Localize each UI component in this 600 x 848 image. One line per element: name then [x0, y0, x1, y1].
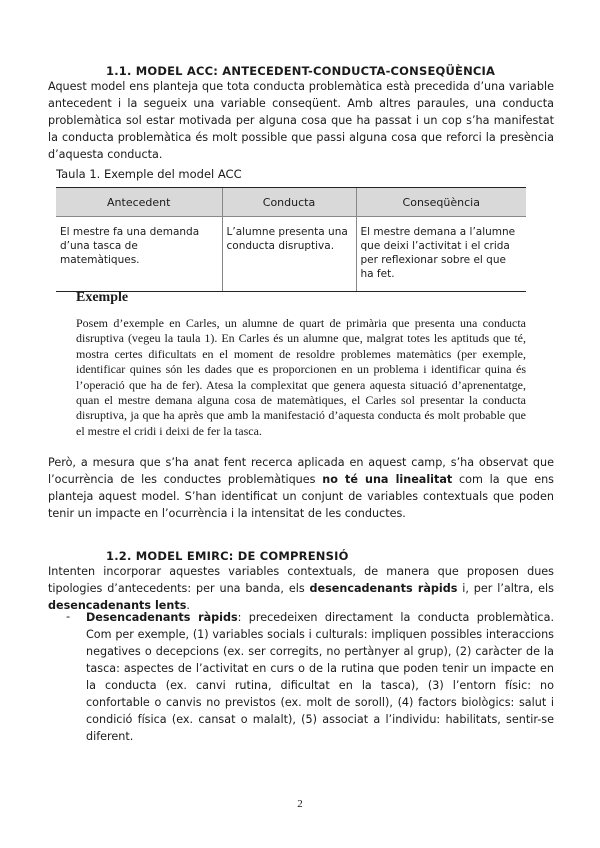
intro-paragraph: Aquest model ens planteja que tota conducta problemàtica està precedida d’una variable antecedent i la segueix una variable conseqüent. Amb altres paraules, una conducta problemàtica sol estar motivada per alguna cosa que ha passat i un cop s’ha manifestat la conducta problemàtica és molt possible que passi alguna cosa que reforci la presència d’aquesta conducta. — [48, 80, 554, 161]
section-heading-emirc: 1.2. MODEL EMIRC: DE COMPRENSIÓ — [106, 549, 349, 563]
text-segment: . — [186, 599, 190, 612]
emirc-intro-paragraph — [48, 563, 554, 614]
example-title: Exemple — [76, 290, 129, 305]
text-segment: i, per l’altra, els — [457, 582, 554, 595]
linearity-paragraph — [48, 454, 554, 522]
cell-antecedent: El mestre fa una demanda d’una tasca de matemàtiques. — [56, 217, 222, 292]
example-body: Posem d’exemple en Carles, un alumne de quart de primària que presenta una conducta disruptiva (vegeu la taula 1). En Carles és un alumne que, malgrat totes les aptituds que té, mostra certes dificultats en el moment de resoldre problemes matemàtics (per exemple, identificar quines són les dades que es proporcionen en un problema i identificar quina és l’operació que ha de fer). Atesa la complexitat que genera aquesta situació d’aprenentatge, quan el mestre demana alguna cosa de matemàtiques, el Carles sol presentar la conducta disruptiva, ja que ha après que amb la manifestació d’aquesta conducta és molt probable que el mestre el cridi i deixi de fer la tasca. — [76, 316, 526, 438]
column-header-antecedent: Antecedent — [56, 188, 222, 217]
acc-table-wrapper — [56, 187, 526, 292]
page-number: 2 — [297, 798, 303, 810]
text-segment: com la que ens planteja aquest model. S’han identificat un conjunt de variables contextuals que poden tenir un impacte en l’ocurrència i la intensitat de les conductes. — [48, 473, 555, 520]
bold-term-rapids: desencadenants ràpids — [309, 582, 458, 595]
cell-consequencia: El mestre demana a l’alumne que deixi l’activitat i el crida per reflexionar sobre el que ha fet. — [356, 217, 526, 292]
column-header-conducta: Conducta — [222, 188, 356, 217]
column-header-consequencia: Conseqüència — [356, 188, 526, 217]
text-segment: Intenten incorporar aquestes variables contextuals, de manera que proposen dues tipologies d’antecedents: per una banda, els — [48, 565, 554, 595]
bullet-bold-term: Desencadenants ràpids — [86, 611, 238, 624]
acc-table — [56, 187, 526, 292]
cell-conducta: L’alumne presenta una conducta disruptiva. — [222, 217, 356, 292]
bullet-marker: - — [66, 609, 71, 623]
text-segment: Però, a mesura que s’ha anat fent recerca aplicada en aquest camp, s’ha observat que l’ocurrència de les conductes problemàtiques — [48, 456, 554, 486]
table-caption: Taula 1. Exemple del model ACC — [56, 167, 242, 181]
bold-term-lents: desencadenants lents — [48, 599, 187, 612]
bullet-text: : precedeixen directament la conducta problemàtica. Com per exemple, (1) variables socials i culturals: impliquen possibles interaccions negatives o decepcions (ex. ser corregits, no pertànyer al grup), (2) caràcter de la tasca: aspectes de l’activitat en curs o de la rutina que poden tenir un impacte en la conducta (ex. canvi rutina, dificultat en la tasca), (3) l’entorn físic: no confortable o canvis no previstos (ex. molt de soroll), (4) factors biològics: salut i condició física (ex. cansat o malalt), (5) associat a l’individu: habilitats, sentir-se diferent. — [86, 611, 554, 743]
bullet-item-rapid-triggers — [86, 609, 554, 745]
table-header-row — [56, 188, 526, 217]
section-heading-acc: 1.1. MODEL ACC: ANTECEDENT-CONDUCTA-CONSEQÜÈNCIA — [106, 64, 496, 78]
bold-phrase: no té una linealitat — [322, 473, 453, 486]
table-row — [56, 217, 526, 292]
